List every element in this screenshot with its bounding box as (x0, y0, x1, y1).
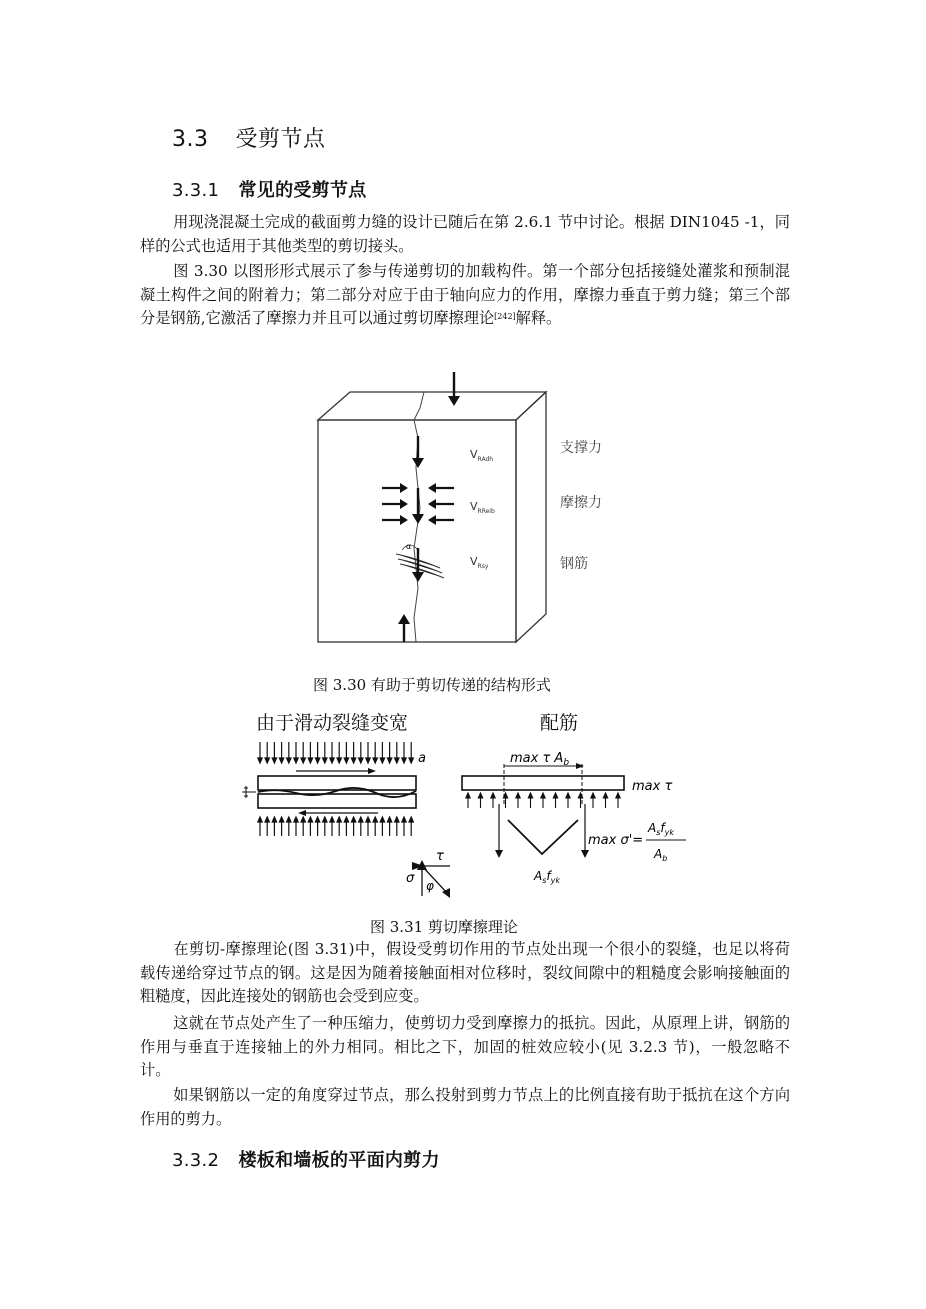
citation-ref: [242] (494, 312, 516, 321)
side-label-reinforcement: 钢筋 (560, 556, 588, 572)
tau-label: τ (436, 849, 444, 864)
subsection-number: 3.3.1 (172, 180, 220, 201)
pressure-arrowhead (603, 793, 607, 798)
figure-3-30-caption: 图 3.30 有助于剪切传递的结构形式 (313, 676, 551, 694)
section-number: 3.3 (172, 127, 209, 152)
section-heading (172, 122, 326, 153)
paragraph-3-text: 在剪切-摩擦理论(图 3.31)中，假设受剪切作用的节点处出现一个很小的裂缝，也足以将荷载传递给穿过节点的钢。这是因为随着接触面相对位移时，裂纹间隙中的粗糙度会影响接触面的粗糙度，因此连接处的钢筋也会受到应变。 (140, 940, 790, 1005)
pressure-arrowhead (503, 793, 507, 798)
pressure-arrowhead (366, 758, 370, 763)
gap-label-a: a (418, 751, 426, 766)
subsection-heading-1 (172, 176, 367, 202)
block-top-face (318, 392, 546, 420)
paragraph-2-text: 图 3.30 以图形形式展示了参与传递剪切的加载构件。第一个部分包括接缝处灌浆和预制混凝土构件之间的附着力；第二部分对应于由于轴向应力的作用，摩擦力垂直于剪力缝；第三个部分是钢筋,它激活了摩擦力并且可以通过剪切摩擦理论 (140, 262, 790, 327)
max-tau-ab-label: max τ $A_b$ (510, 751, 570, 768)
sigma-label: σ (406, 871, 415, 886)
pressure-arrowhead (272, 817, 276, 822)
pressure-arrowhead (294, 817, 298, 822)
phi-label: φ (426, 879, 434, 893)
paragraph-2-end: 解释。 (515, 309, 562, 327)
subsection-heading-2 (172, 1146, 440, 1172)
pressure-arrowhead (351, 817, 355, 822)
pressure-arrowhead (395, 758, 399, 763)
pressure-arrowhead (553, 793, 557, 798)
block-side-face (516, 392, 546, 642)
section-title: 受剪节点 (235, 127, 326, 152)
pressure-arrowhead (351, 758, 355, 763)
pressure-arrowhead (330, 817, 334, 822)
right-panel-title: 配筋 (540, 712, 579, 734)
friction-arrows-right (428, 483, 454, 525)
pressure-arrowhead (387, 758, 391, 763)
pressure-arrowhead (258, 817, 262, 822)
subsection-number: 3.3.2 (172, 1150, 220, 1171)
pressure-arrowhead (591, 793, 595, 798)
gap-dimension-mark (242, 786, 256, 798)
figure-3-31-diagram (236, 704, 696, 904)
as-fyk-label: $A_sf_{yk}$ (534, 869, 560, 885)
pressure-arrowhead (402, 758, 406, 763)
side-label-friction: 摩擦力 (560, 495, 602, 511)
side-label-support: 支撑力 (560, 440, 602, 456)
pressure-arrowhead (380, 817, 384, 822)
pressure-arrowhead (373, 758, 377, 763)
pressure-arrowhead (265, 817, 269, 822)
left-upper-plate (258, 776, 416, 790)
pressure-arrowhead (528, 793, 532, 798)
pressure-arrowhead (402, 817, 406, 822)
pressure-arrowhead (359, 758, 363, 763)
right-plate (462, 776, 624, 790)
subsection-title: 楼板和墙板的平面内剪力 (238, 1150, 440, 1171)
friction-arrows-left (382, 483, 408, 525)
pressure-arrowhead (272, 758, 276, 763)
steel-force-v (508, 820, 578, 854)
left-bottom-pressure-arrows (258, 817, 414, 836)
pressure-arrowhead (315, 758, 319, 763)
v-reinforcement-label: $V_{Rsy}$ (470, 555, 489, 570)
pressure-arrowhead (395, 817, 399, 822)
angle-label: α (406, 542, 412, 551)
pressure-arrowhead (265, 758, 269, 763)
pressure-arrowhead (301, 817, 305, 822)
pressure-arrowhead (294, 758, 298, 763)
fraction-numerator: $A_sf_{yk}$ (648, 821, 674, 837)
pressure-arrowhead (578, 793, 582, 798)
paragraph-1-text: 用现浇混凝土完成的截面剪力缝的设计已随后在第 2.6.1 节中讨论。根据 DIN1045 -1，同样的公式也适用于其他类型的剪切接头。 (140, 213, 790, 255)
pressure-arrowhead (409, 758, 413, 763)
pressure-arrowhead (308, 817, 312, 822)
left-top-pressure-arrows (258, 742, 414, 763)
v-adhesion-label: $V_{RAdh}$ (470, 448, 494, 463)
max-tau-label: max τ (632, 779, 673, 794)
left-lower-plate (258, 794, 416, 808)
pressure-arrowhead (287, 758, 291, 763)
pressure-arrowhead (478, 793, 482, 798)
fraction-denominator: $A_b$ (654, 847, 668, 863)
paragraph-2 (140, 260, 790, 331)
pressure-arrowhead (258, 758, 262, 763)
pressure-arrowhead (279, 758, 283, 763)
pressure-arrowhead (541, 793, 545, 798)
paragraph-5 (140, 1084, 790, 1131)
paragraph-4 (140, 1012, 790, 1083)
right-upward-arrows (466, 793, 620, 808)
paragraph-3 (140, 938, 790, 1009)
left-panel-title: 由于滑动裂缝变宽 (256, 712, 409, 734)
pressure-arrowhead (516, 793, 520, 798)
pressure-arrowhead (337, 758, 341, 763)
pressure-arrowhead (616, 793, 620, 798)
pressure-arrowhead (466, 793, 470, 798)
pressure-arrowhead (323, 817, 327, 822)
pressure-arrowhead (308, 758, 312, 763)
pressure-arrowhead (337, 817, 341, 822)
pressure-arrowhead (387, 817, 391, 822)
pressure-arrowhead (344, 758, 348, 763)
pressure-arrowhead (359, 817, 363, 822)
pressure-arrowhead (366, 817, 370, 822)
pressure-arrowhead (279, 817, 283, 822)
subsection-title: 常见的受剪节点 (238, 180, 367, 201)
pressure-arrowhead (323, 758, 327, 763)
figure-3-30-diagram (290, 368, 650, 648)
max-sigma-label: max σ'= (588, 833, 644, 848)
paragraph-5-text: 如果钢筋以一定的角度穿过节点，那么投射到剪力节点上的比例直接有助于抵抗在这个方向作用的剪力。 (140, 1086, 790, 1128)
pressure-arrowhead (301, 758, 305, 763)
figure-3-31-caption: 图 3.31 剪切摩擦理论 (370, 918, 518, 936)
pressure-arrowhead (344, 817, 348, 822)
v-friction-label: $V_{RReib}$ (470, 500, 495, 515)
pressure-arrowhead (330, 758, 334, 763)
pressure-arrowhead (566, 793, 570, 798)
pressure-arrowhead (315, 817, 319, 822)
pressure-arrowhead (409, 817, 413, 822)
pressure-arrowhead (491, 793, 495, 798)
pressure-arrowhead (287, 817, 291, 822)
pressure-arrowhead (373, 817, 377, 822)
paragraph-1 (140, 211, 790, 258)
paragraph-4-text: 这就在节点处产生了一种压缩力，使剪切力受到摩擦力的抵抗。因此，从原理上讲，钢筋的作用与垂直于连接轴上的外力相同。相比之下，加固的桩效应较小(见 3.2.3 节)，一般忽略不计。 (140, 1014, 790, 1079)
pressure-arrowhead (380, 758, 384, 763)
stress-element-sketch (406, 849, 450, 898)
